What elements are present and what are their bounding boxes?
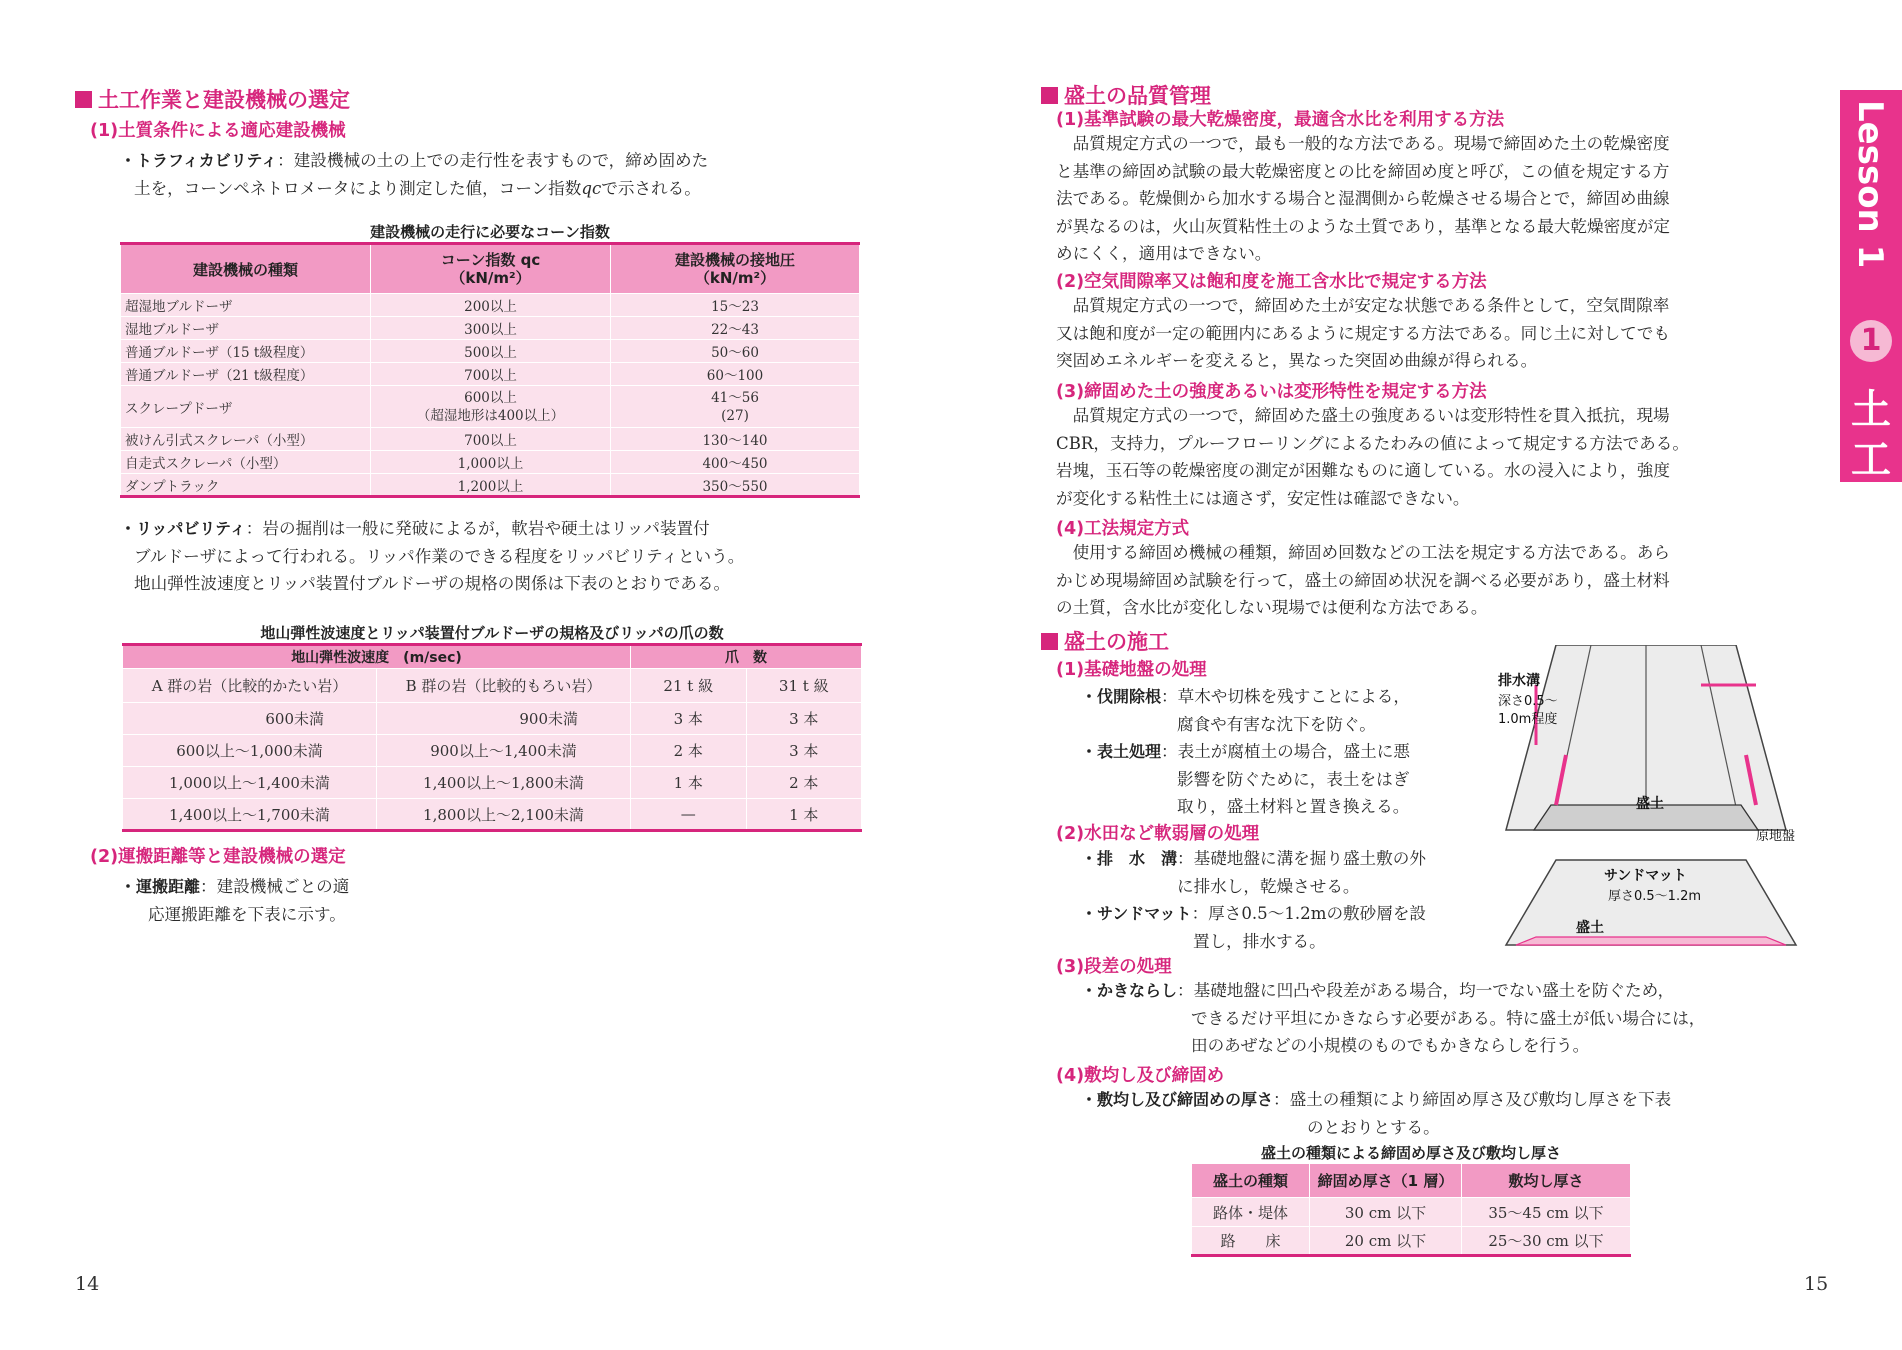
diagram2-sub: 厚さ0.5〜1.2m xyxy=(1608,889,1702,904)
table-cell: 200以上 xyxy=(371,294,611,317)
heading-square-icon xyxy=(1041,87,1058,104)
compaction-thickness-table xyxy=(1191,1163,1631,1257)
table-cell: 400〜450 xyxy=(611,451,860,474)
table-cell: 700以上 xyxy=(371,428,611,451)
table-cell: A 群の岩（比較的かたい岩） xyxy=(123,669,377,703)
diagram2-fill-label: 盛土 xyxy=(1576,920,1604,936)
diagram1-sub2: 1.0m程度 xyxy=(1498,712,1558,727)
table-cell: 2 本 xyxy=(631,735,747,767)
ripper-table xyxy=(122,643,862,832)
table-cell: ダンプトラック xyxy=(121,474,371,497)
table-cell: 1,000以上 xyxy=(371,451,611,474)
table-cell: B 群の岩（比較的もろい岩） xyxy=(377,669,631,703)
subheading-c2: (2)水田など軟弱層の処理 xyxy=(1056,824,1260,844)
lesson-side-tab xyxy=(1840,90,1902,482)
chapter-kanji-2: 工 xyxy=(1851,437,1891,483)
table1-header: 建設機械の種類 xyxy=(121,244,371,294)
clearing-item: ・伐開除根：草木や切株を残すことによる， 腐食や有害な沈下を防ぐ。 xyxy=(1081,687,1410,734)
table-cell: 15〜23 xyxy=(611,294,860,317)
table2-header: 地山弾性波速度 (m/sec) xyxy=(123,645,631,669)
table-cell: 1 本 xyxy=(746,799,862,831)
table-cell: 600以上 （超湿地形は400以上） xyxy=(371,386,611,428)
q2-paragraph: 品質規定方式の一つで，締固めた土が安定な状態である条件として，空気間隙率 又は飽和度が一定の範囲内にあるように規定する方法である。同じ土に対してでも 突固めエネルギーを変えると，異なった突固め曲線が得られる。 xyxy=(1056,296,1670,370)
table-cell: 30 cm 以下 xyxy=(1310,1198,1462,1227)
table-cell: 22〜43 xyxy=(611,317,860,340)
table-cell: 50〜60 xyxy=(611,340,860,363)
table-cell: 1 本 xyxy=(631,767,747,799)
chapter-number-badge: 1 xyxy=(1850,320,1892,362)
table1-header: コーン指数 qc （kN/m²） xyxy=(371,244,611,294)
table-cell: 20 cm 以下 xyxy=(1310,1227,1462,1256)
table-cell: 900未満 xyxy=(377,703,631,735)
table-cell: 35〜45 cm 以下 xyxy=(1462,1198,1631,1227)
heading-square-icon xyxy=(75,91,92,108)
table2-header: 爪 数 xyxy=(631,645,862,669)
table-cell: 2 本 xyxy=(746,767,862,799)
trafficability-paragraph: ・トラフィカビリティ：建設機械の土の上での走行性を表すもので，締め固めた 土を，コーンペネトロメータにより測定した値，コーン指数qcで示される。 xyxy=(120,151,709,198)
leveling-item: ・かきならし：基礎地盤に凹凸や段差がある場合，均一でない盛土を防ぐため， できるだけ平坦にかきならす必要がある。特に盛土が低い場合には， 田のあぜなどの小規模のものでもかきならしを行う。 xyxy=(1081,981,1706,1055)
section-heading-embankment-construction: 盛土の施工 xyxy=(1041,626,1169,656)
subheading-haul-distance: (2)運搬距離等と建設機械の選定 xyxy=(90,847,346,867)
drainage-ditch-diagram xyxy=(1496,645,1806,845)
table-cell: 21 t 級 xyxy=(631,669,747,703)
table-cell: 600以上〜1,000未満 xyxy=(123,735,377,767)
table-cell: 普通ブルドーザ（21 t級程度） xyxy=(121,363,371,386)
table-cell: 自走式スクレーパ（小型） xyxy=(121,451,371,474)
table-cell: 3 本 xyxy=(746,735,862,767)
table-cell: 25〜30 cm 以下 xyxy=(1462,1227,1631,1256)
subheading-q1: (1)基準試験の最大乾燥密度，最適含水比を利用する方法 xyxy=(1056,110,1505,130)
q3-paragraph: 品質規定方式の一つで，締固めた盛土の強度あるいは変形特性を貫入抵抗，現場 CBR，支持力，プルーフローリングによるたわみの値によって規定する方法である。 岩塊，玉石等の乾燥密度の測定が困難なものに適している。水の浸入により，強度 が変化する粘性土には適さず，安定性は確認できない。 xyxy=(1056,406,1689,508)
page-number: 14 xyxy=(75,1273,100,1295)
table-cell: 350〜550 xyxy=(611,474,860,497)
diagram1-title: 排水溝 xyxy=(1498,673,1540,689)
table-cell: 1,400以上〜1,800未満 xyxy=(377,767,631,799)
table-cell: 路 床 xyxy=(1192,1227,1310,1256)
sand-mat-item: ・サンドマット：厚さ0.5〜1.2mの敷砂層を設 置し，排水する。 xyxy=(1081,904,1427,951)
drain-ditch-item: ・排 水 溝：基礎地盤に溝を掘り盛土敷の外 に排水し，乾燥させる。 xyxy=(1081,849,1426,896)
subheading-q2: (2)空気間隙率又は飽和度を施工含水比で規定する方法 xyxy=(1056,272,1487,292)
q4-paragraph: 使用する締固め機械の種類，締固め回数などの工法を規定する方法である。あら かじめ現場締固め試験を行って，盛土の締固め状況を調べる必要があり，盛土材料 の土質，含水比が変化しない現場では便利な方法である。 xyxy=(1056,543,1670,617)
table2-caption: 地山弾性波速度とリッパ装置付ブルドーザの規格及びリッパの爪の数 xyxy=(260,624,724,642)
subheading-c3: (3)段差の処理 xyxy=(1056,957,1172,977)
haul-distance-paragraph: ・運搬距離：建設機械ごとの適 応運搬距離を下表に示す。 xyxy=(120,877,350,924)
chapter-kanji-1: 土 xyxy=(1851,387,1891,433)
table1-caption: 建設機械の走行に必要なコーン指数 xyxy=(370,223,610,241)
table5-header: 敷均し厚さ xyxy=(1462,1164,1631,1198)
table1-header: 建設機械の接地圧 （kN/m²） xyxy=(611,244,860,294)
subheading-soil-conditions: (1)土質条件による適応建設機械 xyxy=(90,121,346,141)
table-cell: 130〜140 xyxy=(611,428,860,451)
table-cell: 500以上 xyxy=(371,340,611,363)
diagram1-ground-label: 原地盤 xyxy=(1756,829,1796,844)
table5-header: 締固め厚さ（1 層） xyxy=(1310,1164,1462,1198)
lesson-label: Lesson 1 xyxy=(1850,100,1890,269)
table-cell: — xyxy=(631,799,747,831)
subheading-c1: (1)基礎地盤の処理 xyxy=(1056,660,1207,680)
page-number: 15 xyxy=(1804,1273,1829,1295)
table-cell: 湿地ブルドーザ xyxy=(121,317,371,340)
table-cell: 300以上 xyxy=(371,317,611,340)
drainage-ditch-illustration xyxy=(1496,645,1806,845)
table-cell: 路体・堤体 xyxy=(1192,1198,1310,1227)
table-cell: 1,800以上〜2,100未満 xyxy=(377,799,631,831)
table5-caption: 盛土の種類による締固め厚さ及び敷均し厚さ xyxy=(1260,1144,1561,1162)
table-cell: 900以上〜1,400未満 xyxy=(377,735,631,767)
diagram1-sub1: 深さ0.5〜 xyxy=(1498,694,1558,709)
table-cell: スクレープドーザ xyxy=(121,386,371,428)
table-cell: 超湿地ブルドーザ xyxy=(121,294,371,317)
q1-paragraph: 品質規定方式の一つで，最も一般的な方法である。現場で締固めた土の乾燥密度 と基準の締固め試験の最大乾燥密度との比を締固め度と呼び，この値を規定する方 法である。乾燥側から加水する場合と湿潤側から乾燥させる場合とで，締固め曲線 が異なるのは，火山灰質粘性土のような土質であり，基準となる最大乾燥密度が定 めにくく，適用はできない。 xyxy=(1056,134,1670,263)
table-cell: 被けん引式スクレーパ（小型） xyxy=(121,428,371,451)
table5-header: 盛土の種類 xyxy=(1192,1164,1310,1198)
table-cell: 600未満 xyxy=(123,703,377,735)
table-cell: 41〜56 (27) xyxy=(611,386,860,428)
subheading-q3: (3)締固めた土の強度あるいは変形特性を規定する方法 xyxy=(1056,382,1487,402)
table-cell: 700以上 xyxy=(371,363,611,386)
sand-mat-diagram xyxy=(1496,855,1806,960)
table-cell: 31 t 級 xyxy=(746,669,862,703)
table-cell: 3 本 xyxy=(631,703,747,735)
subheading-q4: (4)工法規定方式 xyxy=(1056,519,1190,539)
cone-index-table xyxy=(120,242,860,498)
section-heading-earthwork-machinery: 土工作業と建設機械の選定 xyxy=(75,84,350,114)
subheading-c4: (4)敷均し及び締固め xyxy=(1056,1066,1225,1086)
topsoil-item: ・表土処理：表土が腐植土の場合，盛土に悪 影響を防ぐために，表土をはぎ 取り，盛土材料と置き換える。 xyxy=(1081,742,1410,816)
table-cell: 1,400以上〜1,700未満 xyxy=(123,799,377,831)
spreading-thickness-item: ・敷均し及び締固めの厚さ：盛土の種類により締固め厚さ及び敷均し厚さを下表 のとおりとする。 xyxy=(1081,1090,1672,1137)
rippability-paragraph: ・リッパビリティ：岩の掘削は一般に発破によるが，軟岩や硬土はリッパ装置付 ブルドーザによって行われる。リッパ作業のできる程度をリッパビリティという。 地山弾性波速度とリッパ装置付ブルドーザの規格の関係は下表のとおりである。 xyxy=(120,519,745,593)
table-cell: 3 本 xyxy=(746,703,862,735)
table-cell: 1,200以上 xyxy=(371,474,611,497)
diagram2-title: サンドマット xyxy=(1604,868,1687,884)
table-cell: 60〜100 xyxy=(611,363,860,386)
section-heading-quality-control: 盛土の品質管理 xyxy=(1041,80,1211,110)
diagram1-fill-label: 盛土 xyxy=(1636,796,1664,812)
right-page xyxy=(951,0,1902,1350)
table-cell: 1,000以上〜1,400未満 xyxy=(123,767,377,799)
heading-square-icon xyxy=(1041,633,1058,650)
table-cell: 普通ブルドーザ（15 t級程度） xyxy=(121,340,371,363)
